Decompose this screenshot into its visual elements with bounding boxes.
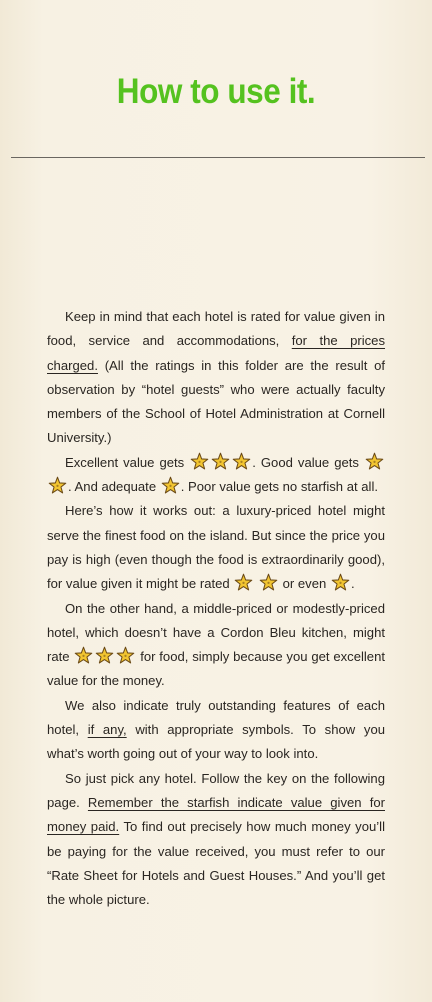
paragraph-rating-basis: Keep in mind that each hotel is rated for value given in food, service and accommodations, for the prices charged. (All the ratings in this folder are the result of observation by “hotel guests” who were actually faculty members of the School of Hotel Administration at Cornell University.) <box>47 309 386 446</box>
underlined-phrase: if any, <box>87 722 127 738</box>
starfish-icon <box>232 452 251 471</box>
paragraph-how-to-pick: So just pick any hotel. Follow the key on the following page. Remember the starfish indicate value given for money paid. To find out precisely how much money you’ll be paying for the value received, you must refer to our “Rate Sheet for Hotels and Guest Houses.” And you’ll get the whole picture. <box>47 770 385 908</box>
page-title: How to use it. <box>116 72 316 111</box>
starfish-icon <box>190 452 209 471</box>
paragraph-outstanding-features: We also indicate truly outstanding features of each hotel, if any, with appropriate symbols. To show you what’s worth going out of your way to look into. <box>47 697 386 762</box>
underlined-phrase: for the prices charged. <box>47 333 386 373</box>
starfish-icon <box>331 573 350 592</box>
underlined-phrase: Remember the starfish indicate value given for money paid. <box>47 794 385 835</box>
paragraph-star-key: Excellent value gets . Good value gets . And adequate . Poor value gets no starfish at all. <box>47 451 385 500</box>
starfish-icon <box>365 452 384 471</box>
starfish-icon <box>48 476 67 495</box>
paragraph-middle-priced-example: On the other hand, a middle-priced or modestly-priced hotel, which doesn’t have a Cordon Bleu kitchen, might rate for food, simply because you get excellent value for the money. <box>47 600 386 689</box>
body-text <box>47 305 385 912</box>
divider-rule <box>11 157 425 158</box>
starfish-icon <box>234 573 253 592</box>
paragraph-luxury-example: Here’s how it works out: a luxury-priced hotel might serve the finest food on the island. But since the price you pay is high (even though the food is extraordinarily good), for value given it might be rated or even . <box>47 503 385 592</box>
starfish-icon <box>211 452 230 471</box>
starfish-icon <box>95 646 114 665</box>
starfish-icon <box>161 476 180 495</box>
starfish-icon <box>116 646 135 665</box>
starfish-icon <box>259 573 278 592</box>
starfish-icon <box>74 646 93 665</box>
